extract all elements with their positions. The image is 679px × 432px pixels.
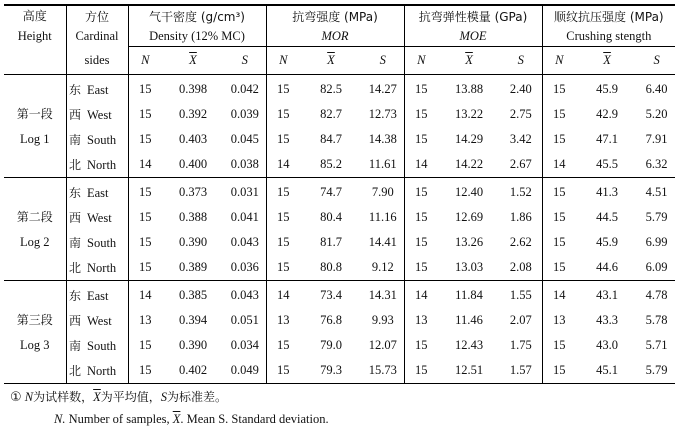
value-cell-sd: 5.20: [645, 107, 668, 121]
value-cell-mean: 12.51: [438, 358, 500, 384]
value-cell-mean: 82.7: [320, 107, 342, 121]
value-cell-mean: 47.1: [596, 132, 618, 146]
value-cell-n: 14: [128, 152, 162, 178]
value-cell-n: 15: [266, 178, 300, 206]
value-cell-sd: 6.32: [645, 157, 668, 171]
direction-cell: 南 South: [66, 127, 128, 152]
value-cell-sd: 2.62: [509, 235, 532, 249]
value-cell-sd: 4.51: [638, 178, 675, 206]
col-sd: S: [362, 47, 404, 75]
value-cell-sd: 0.036: [230, 260, 259, 274]
table-row: [4, 333, 675, 358]
note-english: N. Number of samples, $\overline{X}$. Mean S. Standard deviation.: [54, 412, 329, 426]
value-cell-sd: 5.78: [645, 313, 668, 327]
value-cell-n: 15: [266, 358, 300, 384]
value-cell-n: 15: [128, 127, 162, 152]
value-cell-mean: 45.9: [576, 75, 638, 103]
value-cell-n: 15: [128, 333, 162, 358]
value-cell-n: 15: [542, 178, 576, 206]
value-cell-n: 13: [266, 308, 300, 333]
value-cell-sd: 12.07: [368, 338, 397, 352]
value-cell-n: 15: [404, 205, 438, 230]
value-cell-mean: 11.46: [455, 313, 483, 327]
value-cell-n: 15: [542, 230, 576, 255]
col-mean: $\overline{X}$: [438, 47, 500, 75]
value-cell-mean: 82.5: [300, 75, 362, 103]
mor-header-en: MOR: [266, 26, 404, 47]
value-cell-sd: 0.045: [230, 132, 259, 146]
value-cell-mean: 0.385: [162, 281, 224, 309]
direction-cell: 南 South: [66, 230, 128, 255]
value-cell-sd: 9.12: [371, 260, 394, 274]
value-cell-n: 15: [404, 178, 438, 206]
col-mean: $\overline{X}$: [162, 47, 224, 75]
value-cell-sd: 1.52: [500, 178, 542, 206]
value-cell-n: 15: [404, 358, 438, 384]
direction-cell: 东 East: [66, 281, 128, 309]
value-cell-sd: 0.041: [230, 210, 259, 224]
moe-header-zh: 抗弯弹性模量 (GPa): [404, 5, 542, 26]
value-cell-n: 15: [266, 255, 300, 281]
height-cell: 第一段 Log 1: [4, 75, 66, 178]
value-cell-n: 15: [404, 75, 438, 103]
value-cell-sd: 0.049: [224, 358, 266, 384]
value-cell-mean: 11.84: [438, 281, 500, 309]
value-cell-sd: 2.67: [509, 157, 532, 171]
value-cell-n: 15: [404, 102, 438, 127]
value-cell-n: 15: [266, 230, 300, 255]
value-cell-n: 14: [542, 152, 576, 178]
col-sd: S: [638, 47, 675, 75]
value-cell-mean: 85.2: [320, 157, 342, 171]
direction-header-zh: 方位: [66, 5, 128, 26]
value-cell-sd: 6.09: [645, 260, 668, 274]
value-cell-n: 14: [266, 281, 300, 309]
value-cell-sd: 0.042: [224, 75, 266, 103]
value-cell-sd: 15.73: [362, 358, 404, 384]
col-n: N: [542, 47, 576, 75]
value-cell-mean: 0.403: [178, 132, 208, 146]
value-cell-sd: 5.79: [638, 358, 675, 384]
value-cell-mean: 0.390: [178, 338, 208, 352]
col-n: N: [404, 47, 438, 75]
direction-cell: 西 West: [66, 308, 128, 333]
value-cell-n: 15: [266, 333, 300, 358]
value-cell-sd: 0.039: [230, 107, 259, 121]
value-cell-n: 13: [542, 308, 576, 333]
height-header: 高度 Height: [4, 5, 66, 47]
value-cell-n: 15: [404, 333, 438, 358]
value-cell-n: 13: [404, 308, 438, 333]
value-cell-mean: 43.1: [576, 281, 638, 309]
table-row: [4, 178, 675, 206]
table-row: [4, 281, 675, 309]
value-cell-n: 14: [542, 281, 576, 309]
table-row: [4, 127, 675, 152]
value-cell-n: 15: [128, 358, 162, 384]
value-cell-n: 15: [266, 205, 300, 230]
value-cell-n: 15: [266, 75, 300, 103]
value-cell-sd: 1.55: [500, 281, 542, 309]
value-cell-mean: 0.389: [178, 260, 208, 274]
value-cell-mean: 44.6: [596, 260, 618, 274]
col-n: N: [128, 47, 162, 75]
value-cell-n: 15: [128, 205, 162, 230]
value-cell-mean: 0.390: [178, 235, 208, 249]
value-cell-n: 15: [404, 255, 438, 281]
value-cell-sd: 4.78: [638, 281, 675, 309]
direction-header-en2: sides: [66, 47, 128, 75]
value-cell-sd: 1.75: [509, 338, 532, 352]
value-cell-mean: 45.9: [596, 235, 618, 249]
value-cell-sd: 0.051: [230, 313, 259, 327]
value-cell-n: 15: [542, 333, 576, 358]
value-cell-mean: 80.4: [320, 210, 342, 224]
value-cell-n: 14: [128, 281, 162, 309]
col-mean: $\overline{X}$: [576, 47, 638, 75]
value-cell-sd: 3.42: [509, 132, 532, 146]
value-cell-mean: 43.0: [596, 338, 618, 352]
value-cell-mean: 45.1: [576, 358, 638, 384]
direction-cell: 北 North: [66, 152, 128, 178]
value-cell-sd: 11.16: [368, 210, 397, 224]
value-cell-mean: 13.03: [454, 260, 484, 274]
value-cell-n: 15: [128, 230, 162, 255]
value-cell-n: 14: [266, 152, 300, 178]
crushing-header-zh: 顺纹抗压强度 (MPa): [542, 5, 675, 26]
value-cell-sd: 6.40: [638, 75, 675, 103]
height-cell: 第三段 Log 3: [4, 281, 66, 384]
value-cell-mean: 12.40: [438, 178, 500, 206]
value-cell-n: 13: [128, 308, 162, 333]
value-cell-sd: 0.034: [230, 338, 259, 352]
direction-cell: 北 North: [66, 358, 128, 384]
col-sd: S: [224, 47, 266, 75]
direction-header-en1: Cardinal: [66, 26, 128, 47]
value-cell-mean: 14.29: [454, 132, 484, 146]
value-cell-mean: 42.9: [596, 107, 618, 121]
value-cell-sd: 0.043: [230, 235, 259, 249]
value-cell-mean: 81.7: [320, 235, 342, 249]
value-cell-n: 15: [542, 75, 576, 103]
value-cell-sd: 14.38: [368, 132, 397, 146]
value-cell-mean: 44.5: [596, 210, 618, 224]
value-cell-n: 14: [404, 152, 438, 178]
value-cell-n: 15: [128, 178, 162, 206]
table-row: [4, 75, 675, 103]
value-cell-mean: 43.3: [596, 313, 618, 327]
value-cell-mean: 73.4: [300, 281, 362, 309]
value-cell-mean: 14.22: [454, 157, 484, 171]
value-cell-sd: 11.61: [368, 157, 397, 171]
direction-cell: 东 East: [66, 178, 128, 206]
value-cell-mean: 12.69: [454, 210, 484, 224]
value-cell-mean: 74.7: [300, 178, 362, 206]
value-cell-mean: 0.398: [162, 75, 224, 103]
table-row: [4, 255, 675, 281]
value-cell-mean: 13.88: [438, 75, 500, 103]
value-cell-sd: 1.86: [509, 210, 532, 224]
value-cell-mean: 84.7: [320, 132, 342, 146]
value-cell-sd: 12.73: [368, 107, 397, 121]
value-cell-sd: 14.31: [362, 281, 404, 309]
table-notes: [10, 386, 329, 430]
value-cell-mean: 76.8: [320, 313, 342, 327]
height-cell: 第二段 Log 2: [4, 178, 66, 281]
value-cell-mean: 0.392: [178, 107, 208, 121]
direction-cell: 北 North: [66, 255, 128, 281]
direction-cell: 西 West: [66, 102, 128, 127]
value-cell-sd: 14.27: [362, 75, 404, 103]
direction-cell: 西 West: [66, 205, 128, 230]
value-cell-n: 15: [128, 255, 162, 281]
value-cell-mean: 0.402: [162, 358, 224, 384]
value-cell-mean: 13.22: [454, 107, 484, 121]
value-cell-n: 14: [404, 281, 438, 309]
table-row: [4, 102, 675, 127]
value-cell-mean: 79.0: [320, 338, 342, 352]
value-cell-n: 15: [542, 358, 576, 384]
value-cell-mean: 0.394: [178, 313, 208, 327]
value-cell-n: 15: [404, 230, 438, 255]
value-cell-mean: 13.26: [454, 235, 484, 249]
col-sd: S: [500, 47, 542, 75]
value-cell-mean: 0.373: [162, 178, 224, 206]
value-cell-sd: 0.038: [230, 157, 259, 171]
value-cell-n: 15: [128, 75, 162, 103]
value-cell-sd: 2.75: [509, 107, 532, 121]
value-cell-sd: 2.07: [509, 313, 532, 327]
value-cell-mean: 0.388: [178, 210, 208, 224]
table-row: [4, 358, 675, 384]
direction-cell: 东 East: [66, 75, 128, 103]
table-row: [4, 308, 675, 333]
value-cell-mean: 45.5: [596, 157, 618, 171]
value-cell-sd: 1.57: [500, 358, 542, 384]
value-cell-sd: 5.71: [645, 338, 668, 352]
col-mean: $\overline{X}$: [300, 47, 362, 75]
value-cell-sd: 7.90: [362, 178, 404, 206]
table-row: [4, 152, 675, 178]
density-header-en: Density (12% MC): [128, 26, 266, 47]
value-cell-sd: 2.08: [509, 260, 532, 274]
table-row: [4, 230, 675, 255]
crushing-header-en: Crushing stength: [542, 26, 675, 47]
density-header-zh: 气干密度 (g/cm³): [128, 5, 266, 26]
table-row: [4, 205, 675, 230]
value-cell-n: 15: [266, 102, 300, 127]
value-cell-n: 15: [266, 127, 300, 152]
value-cell-mean: 12.43: [454, 338, 484, 352]
wood-properties-table: [4, 4, 675, 384]
value-cell-mean: 79.3: [300, 358, 362, 384]
value-cell-mean: 41.3: [576, 178, 638, 206]
value-cell-n: 15: [404, 127, 438, 152]
value-cell-n: 15: [542, 205, 576, 230]
value-cell-sd: 6.99: [645, 235, 668, 249]
value-cell-sd: 0.031: [224, 178, 266, 206]
value-cell-sd: 2.40: [500, 75, 542, 103]
mor-header-zh: 抗弯强度 (MPa): [266, 5, 404, 26]
value-cell-n: 15: [128, 102, 162, 127]
value-cell-sd: 7.91: [645, 132, 668, 146]
direction-cell: 南 South: [66, 333, 128, 358]
value-cell-sd: 0.043: [224, 281, 266, 309]
note-chinese: ① N为试样数，$\overline{X}$为平均值，S为标准差。: [10, 390, 228, 405]
value-cell-sd: 14.41: [368, 235, 397, 249]
col-n: N: [266, 47, 300, 75]
value-cell-mean: 0.400: [178, 157, 208, 171]
value-cell-n: 15: [542, 127, 576, 152]
value-cell-sd: 5.79: [645, 210, 668, 224]
value-cell-sd: 9.93: [371, 313, 394, 327]
moe-header-en: MOE: [404, 26, 542, 47]
value-cell-n: 15: [542, 255, 576, 281]
value-cell-mean: 80.8: [320, 260, 342, 274]
value-cell-n: 15: [542, 102, 576, 127]
